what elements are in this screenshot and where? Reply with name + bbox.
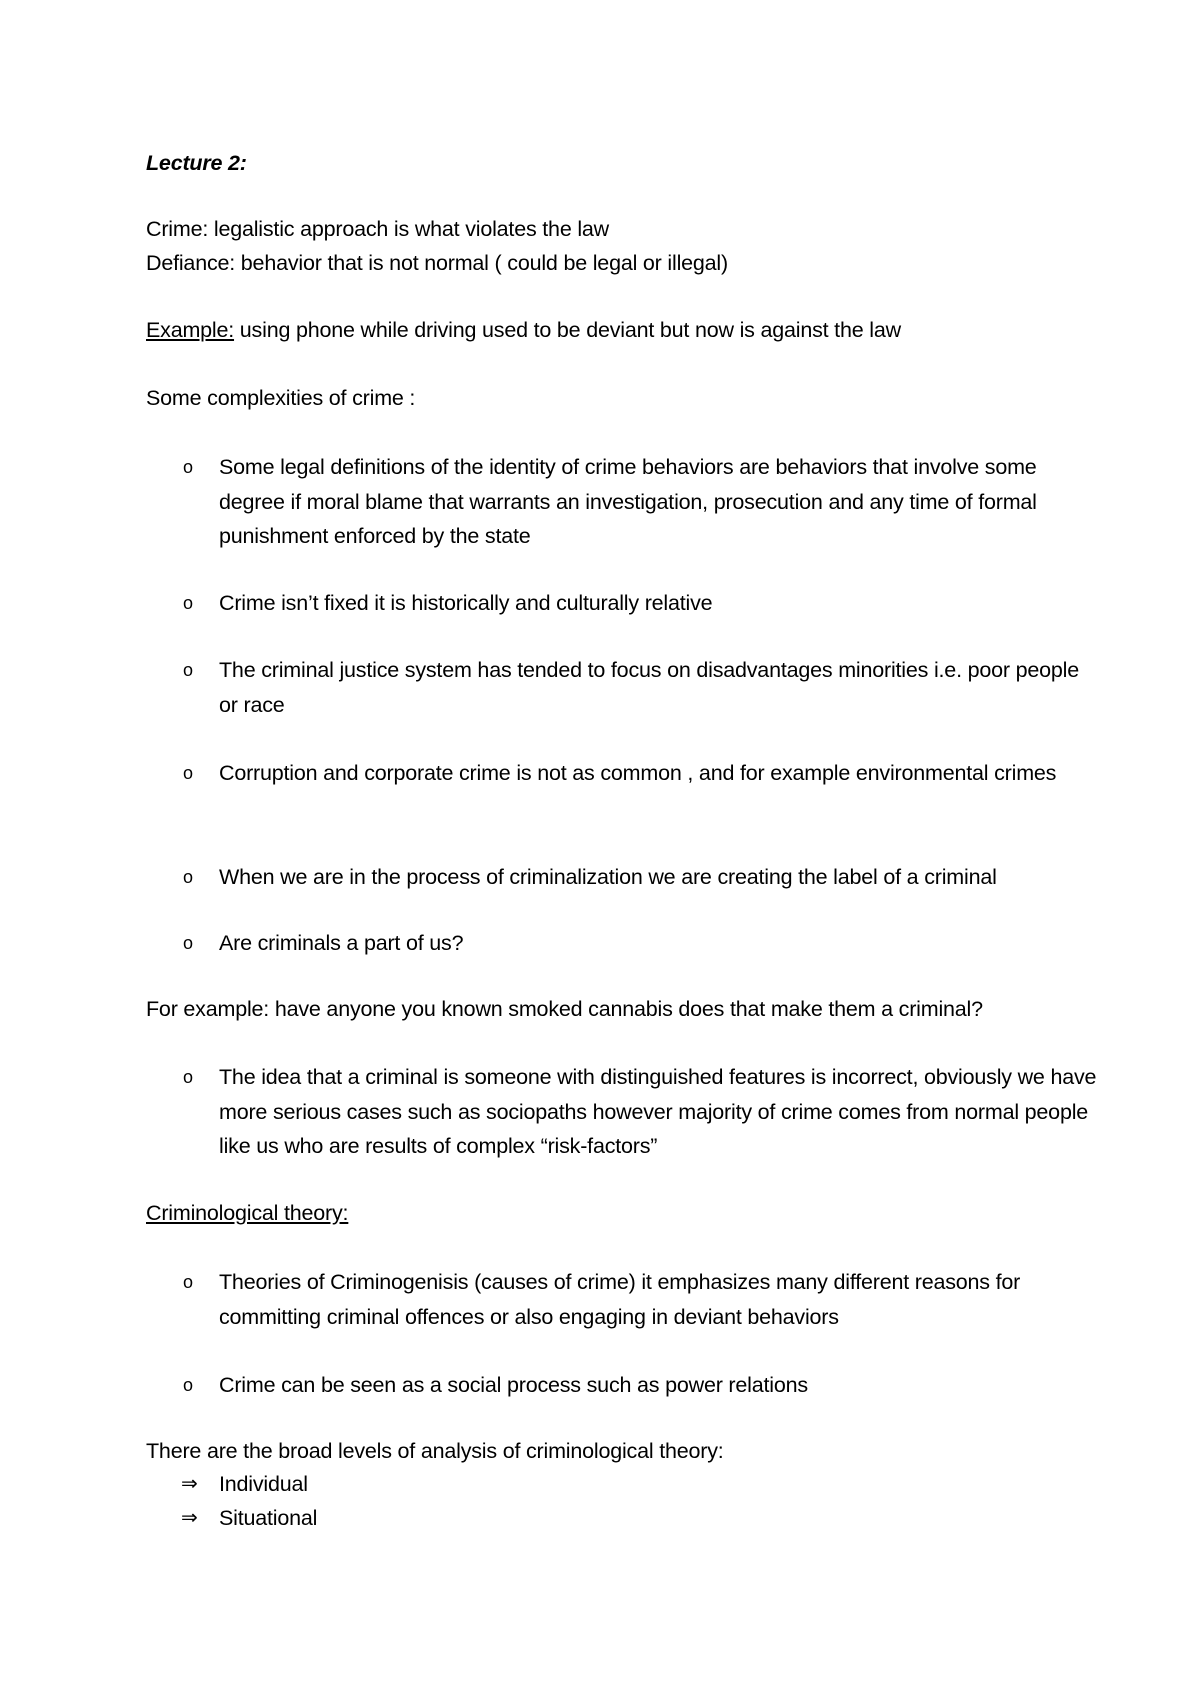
bullet-marker: o <box>183 867 194 887</box>
example-label: Example: <box>146 318 235 342</box>
bullet-item: Crime can be seen as a social process such as power relations <box>219 1373 808 1397</box>
complexities-heading: Some complexities of crime : <box>146 386 416 410</box>
crime-definition: Crime: legalistic approach is what violates the law <box>146 217 610 241</box>
bullet-marker: o <box>183 763 194 783</box>
levels-intro: There are the broad levels of analysis of criminological theory: <box>146 1439 724 1463</box>
level-item-situational: Situational <box>219 1506 318 1530</box>
arrow-marker: ⇒ <box>181 1473 198 1495</box>
bullet-marker: o <box>183 457 194 477</box>
bullet-item: Theories of Criminogenisis (causes of crime) it emphasizes many different reasons for committing criminal offences or also engaging in deviant behaviors <box>219 1270 1021 1329</box>
for-example-paragraph: For example: have anyone you known smoked cannabis does that make them a criminal? <box>146 997 983 1021</box>
arrow-marker: ⇒ <box>181 1507 198 1529</box>
bullet-marker: o <box>183 1375 194 1395</box>
bullet-item: Crime isn’t fixed it is historically and culturally relative <box>219 591 713 615</box>
lecture-title: Lecture 2: <box>146 151 247 175</box>
criminological-theory-heading: Criminological theory: <box>146 1201 349 1225</box>
example-paragraph <box>146 313 901 347</box>
bullet-item: When we are in the process of criminalization we are creating the label of a criminal <box>219 865 997 889</box>
bullet-marker: o <box>183 593 194 613</box>
bullet-item: Corruption and corporate crime is not as common , and for example environmental crimes <box>219 761 1057 785</box>
example-text: using phone while driving used to be deviant but now is against the law <box>234 318 901 342</box>
bullet-item: The criminal justice system has tended to focus on disadvantages minorities i.e. poor people or race <box>219 658 1079 717</box>
bullet-marker: o <box>183 1272 194 1292</box>
bullet-item: Some legal definitions of the identity of crime behaviors are behaviors that involve some degree if moral blame that warrants an investigation, prosecution and any time of formal punishment enforced by the state <box>219 455 1037 548</box>
defiance-definition: Defiance: behavior that is not normal ( could be legal or illegal) <box>146 251 728 275</box>
bullet-marker: o <box>183 1067 194 1087</box>
bullet-item: Are criminals a part of us? <box>219 931 464 955</box>
bullet-marker: o <box>183 660 194 680</box>
level-item-individual: Individual <box>219 1472 308 1496</box>
bullet-item: The idea that a criminal is someone with distinguished features is incorrect, obviously we have more serious cases such as sociopaths however majority of crime comes from normal people like us who are results of complex “risk-factors” <box>219 1065 1097 1158</box>
bullet-marker: o <box>183 933 194 953</box>
